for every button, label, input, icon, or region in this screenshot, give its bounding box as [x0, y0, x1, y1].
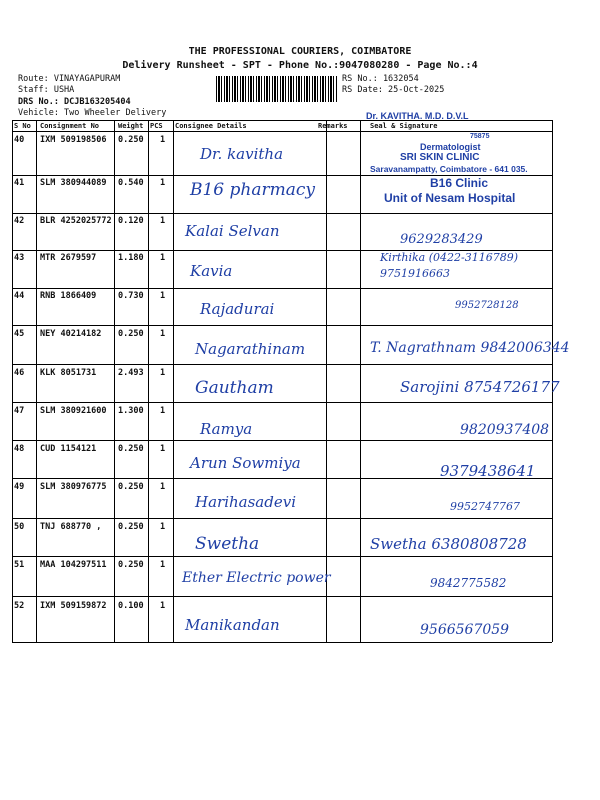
row-weight: 0.730: [118, 291, 144, 301]
row-consignment-no: IXM 509198506: [40, 135, 107, 145]
row-consignment-no: TNJ 688770 ,: [40, 522, 102, 532]
row-sno: 45: [14, 329, 25, 339]
row-sno: 52: [14, 601, 25, 611]
document-subtitle: Delivery Runsheet - SPT - Phone No.:9047080280 - Page No.:4: [122, 60, 478, 71]
drs-label: DRS No.: DCJB163205404: [18, 97, 131, 107]
row-consignment-no: SLM 380944089: [40, 178, 107, 188]
row-sno: 47: [14, 406, 25, 416]
row-weight: 2.493: [118, 368, 144, 378]
row-signature: 9820937408: [460, 422, 550, 438]
row-consignee-name: Ramya: [200, 420, 253, 438]
row-signature: 9952728128: [455, 300, 519, 311]
row-signature: 9566567059: [420, 622, 510, 638]
row-consignment-no: NEY 40214182: [40, 329, 102, 339]
barcode: [216, 76, 337, 102]
row-pcs: 1: [160, 135, 166, 145]
row-weight: 0.250: [118, 135, 144, 145]
row-sno: 50: [14, 522, 25, 532]
row-signature: Kirthika (0422-3116789) 9751916663: [380, 251, 519, 280]
vehicle-label: Vehicle: Two Wheeler Delivery: [18, 108, 167, 118]
row-pcs: 1: [160, 368, 166, 378]
row-weight: 0.250: [118, 444, 144, 454]
row-pcs: 1: [160, 253, 166, 263]
row-weight: 1.180: [118, 253, 144, 263]
row-consignee-name: Ether Electric power: [182, 570, 331, 586]
staff-label: Staff: USHA: [18, 85, 75, 95]
col-sno: S No: [14, 122, 31, 130]
stamp-hospital-name: Unit of Nesam Hospital: [384, 191, 516, 205]
row-pcs: 1: [160, 444, 166, 454]
row-sno: 42: [14, 216, 25, 226]
row-weight: 0.120: [118, 216, 144, 226]
row-signature: 9952747767: [450, 500, 520, 513]
row-consignee-name: Nagarathinam: [195, 340, 306, 358]
col-pcs: PCS: [150, 122, 163, 130]
row-weight: 0.250: [118, 482, 144, 492]
stamp-clinic-name: SRI SKIN CLINIC: [400, 152, 480, 163]
row-consignee-name: Arun Sowmiya: [190, 454, 301, 472]
stamp-clinic-name: B16 Clinic: [430, 176, 489, 190]
row-pcs: 1: [160, 406, 166, 416]
stamp-doctor-name: Dr. KAVITHA. M.D. D.V.L: [366, 111, 469, 121]
row-pcs: 1: [160, 329, 166, 339]
col-consignment: Consignment No: [40, 122, 100, 130]
rs-date: RS Date: 25-Oct-2025: [342, 85, 445, 95]
row-sno: 41: [14, 178, 25, 188]
row-consignment-no: SLM 380921600: [40, 406, 107, 416]
row-consignee-name: Kalai Selvan: [185, 222, 280, 240]
rs-number: RS No.: 1632054: [342, 74, 419, 84]
row-weight: 0.250: [118, 560, 144, 570]
stamp-clinic-address: Saravanampatty, Coimbatore - 641 035.: [370, 164, 528, 174]
route-label: Route: VINAYAGAPURAM: [18, 74, 121, 84]
col-remarks: Remarks: [318, 122, 348, 130]
row-consignment-no: RNB 1866409: [40, 291, 97, 301]
row-sno: 46: [14, 368, 25, 378]
row-consignee-name: Harihasadevi: [195, 493, 296, 511]
row-signature: 9842775582: [430, 576, 507, 590]
row-weight: 0.540: [118, 178, 144, 188]
row-consignment-no: CUD 1154121: [40, 444, 97, 454]
row-consignee-name: Manikandan: [185, 616, 280, 634]
col-seal-signature: Seal & Signature: [370, 122, 438, 130]
row-sno: 43: [14, 253, 25, 263]
col-consignee: Consignee Details: [175, 122, 247, 130]
row-consignee-name: Dr. kavitha: [200, 145, 284, 163]
col-weight: Weight: [118, 122, 144, 130]
row-consignment-no: IXM 509159872: [40, 601, 107, 611]
row-signature: Swetha 6380808728: [370, 535, 527, 553]
row-weight: 1.300: [118, 406, 144, 416]
row-pcs: 1: [160, 216, 166, 226]
row-consignee-name: Gautham: [195, 378, 274, 398]
row-consignment-no: SLM 380976775: [40, 482, 107, 492]
row-consignment-no: KLK 8051731: [40, 368, 97, 378]
row-pcs: 1: [160, 560, 166, 570]
row-consignment-no: MAA 104297511: [40, 560, 107, 570]
row-sno: 49: [14, 482, 25, 492]
row-consignee-name: Rajadurai: [200, 300, 275, 318]
row-sno: 48: [14, 444, 25, 454]
row-consignment-no: BLR 4252025772: [40, 216, 112, 226]
row-signature: 9379438641: [440, 462, 536, 480]
row-sno: 40: [14, 135, 25, 145]
document-title: THE PROFESSIONAL COURIERS, COIMBATORE: [188, 46, 412, 57]
stamp-reg-number: 75875: [470, 133, 490, 140]
row-pcs: 1: [160, 482, 166, 492]
row-pcs: 1: [160, 291, 166, 301]
row-weight: 0.250: [118, 329, 144, 339]
row-pcs: 1: [160, 601, 166, 611]
stamp-specialty: Dermatologist: [420, 142, 481, 152]
row-weight: 0.250: [118, 522, 144, 532]
row-pcs: 1: [160, 178, 166, 188]
row-consignee-name: Swetha: [195, 534, 260, 554]
row-sno: 44: [14, 291, 25, 301]
row-weight: 0.100: [118, 601, 144, 611]
row-signature: T. Nagrathnam 9842006344: [370, 340, 570, 356]
row-pcs: 1: [160, 522, 166, 532]
row-consignment-no: MTR 2679597: [40, 253, 97, 263]
row-consignee-name: B16 pharmacy: [190, 180, 316, 200]
row-signature: 9629283429: [400, 232, 483, 247]
row-consignee-name: Kavia: [190, 262, 233, 280]
row-sno: 51: [14, 560, 25, 570]
row-signature: Sarojini 8754726177: [400, 378, 560, 396]
